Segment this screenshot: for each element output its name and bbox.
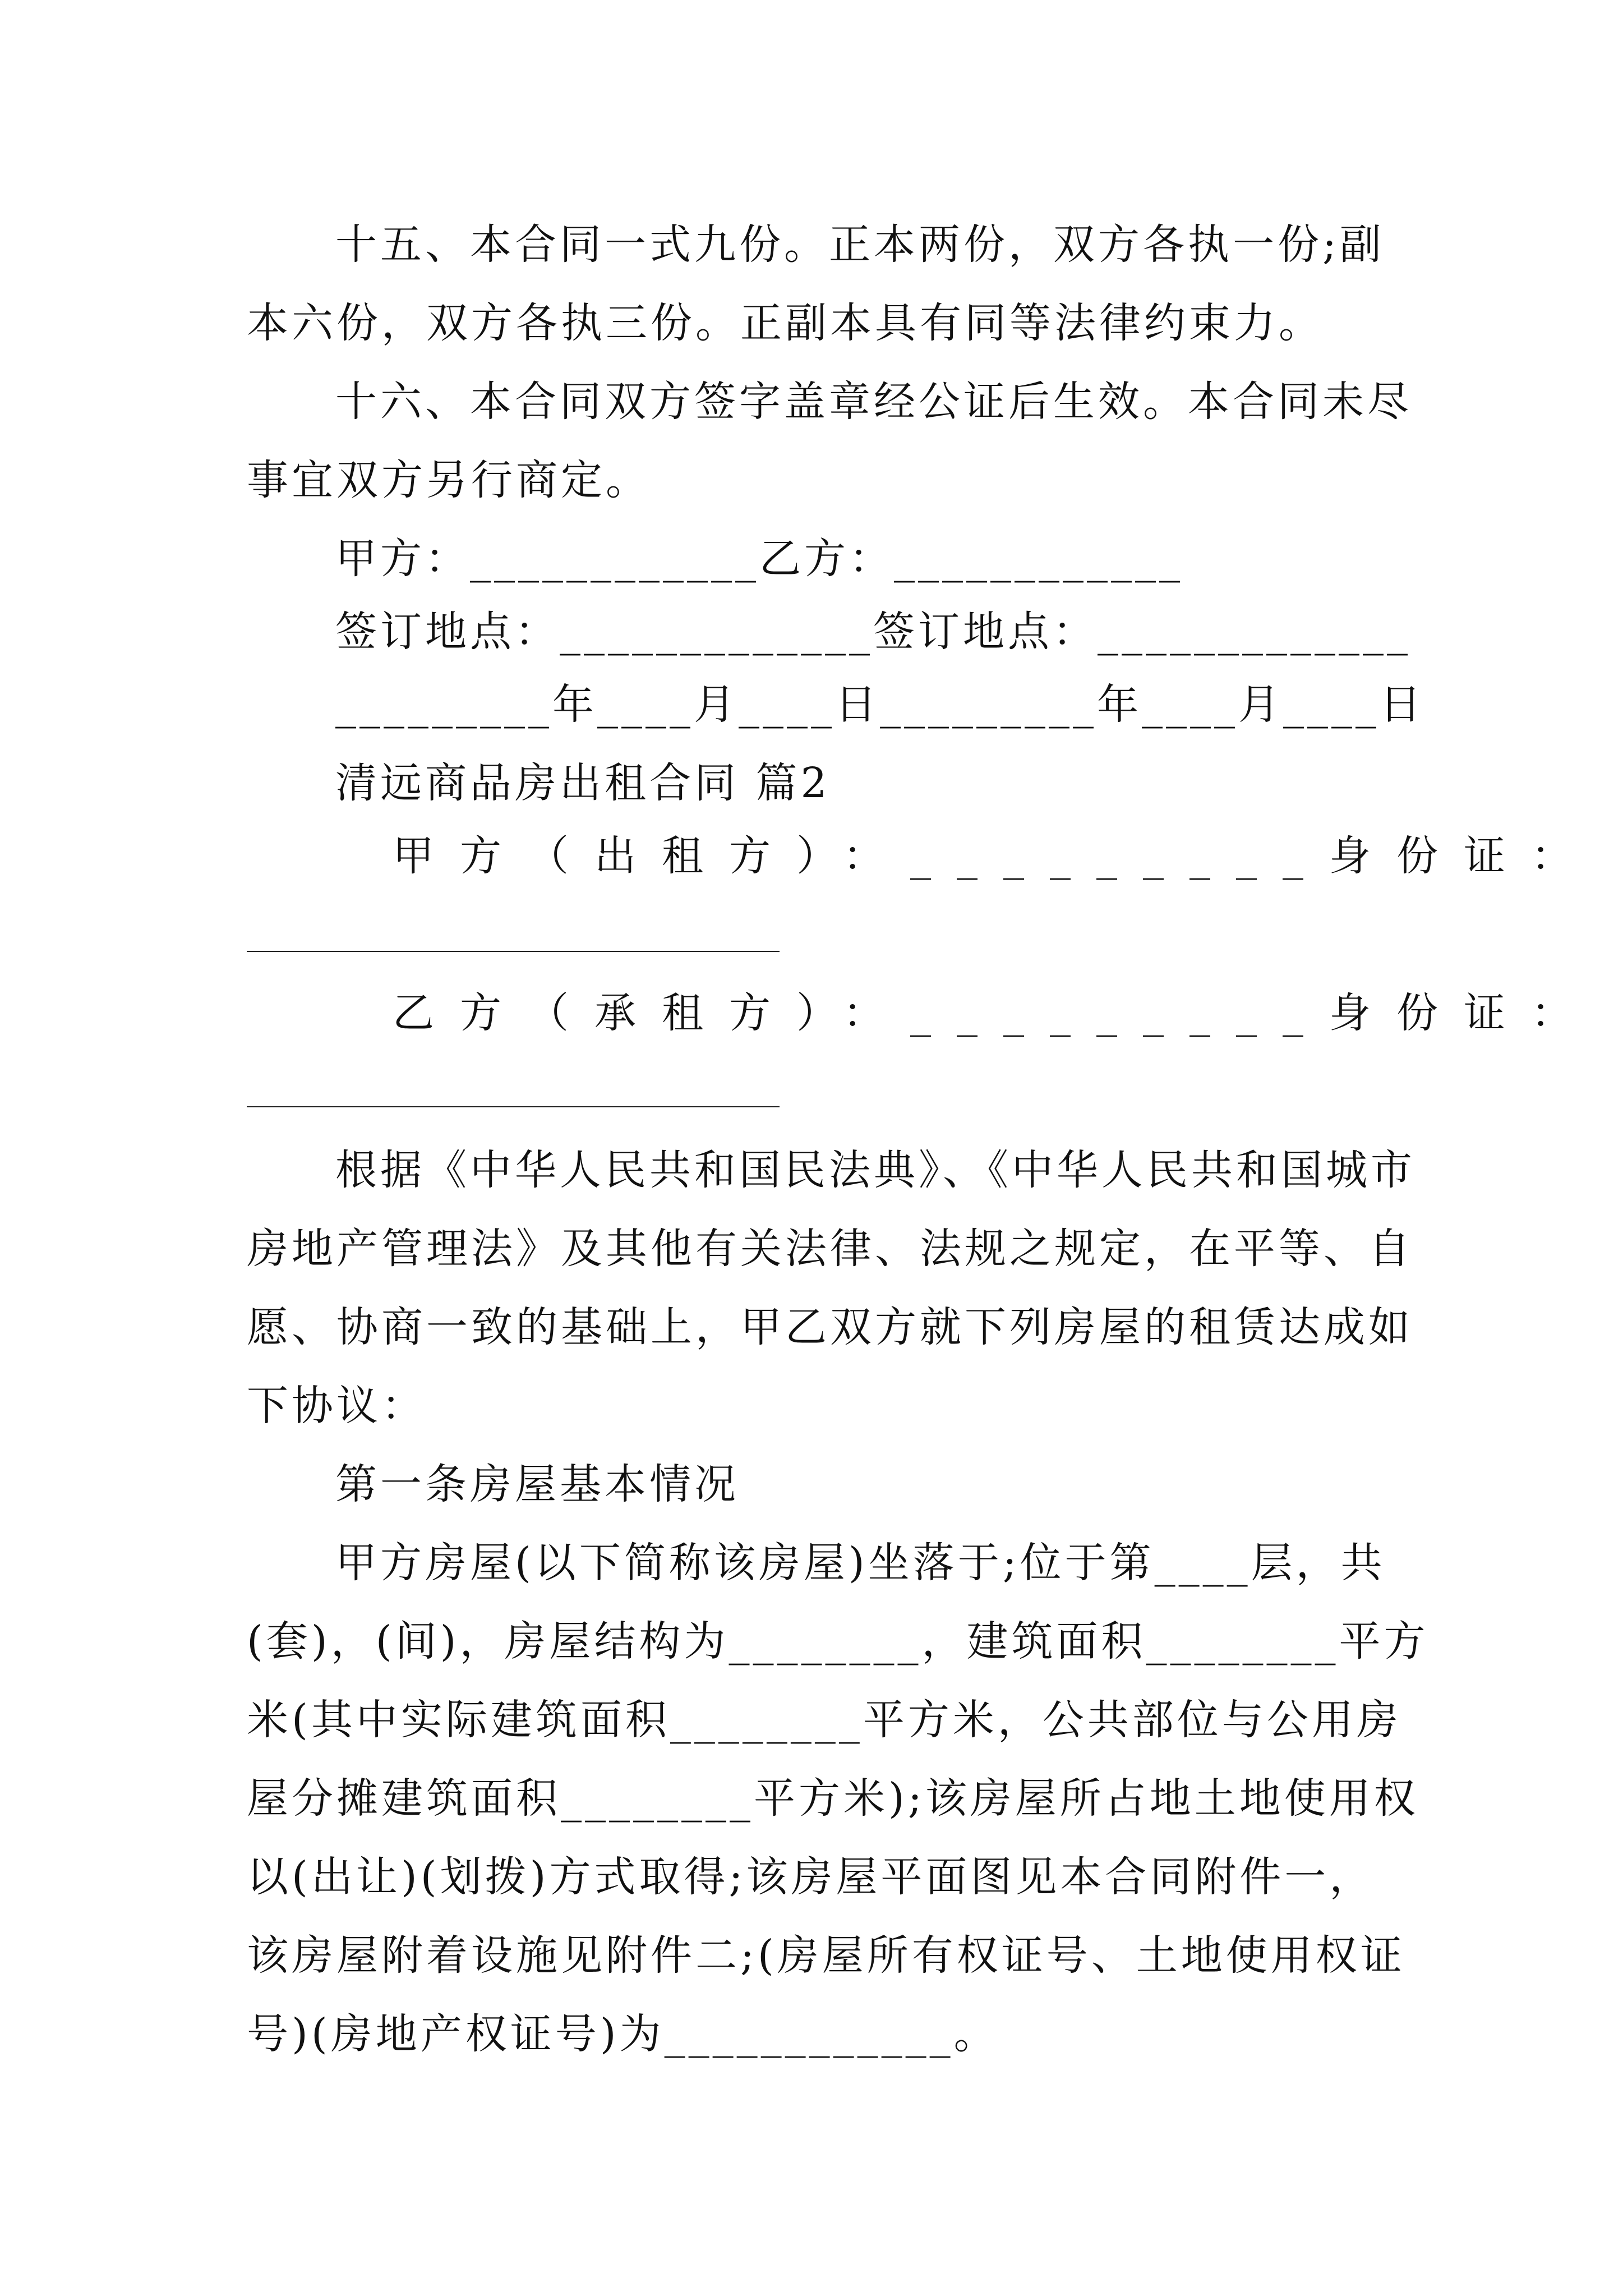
- preamble-line-3: 愿、协商一致的基础上，甲乙双方就下列房屋的租赁达成如: [247, 1303, 1413, 1351]
- clause-15-line-1: 十五、本合同一式九份。正本两份，双方各执一份;副: [335, 220, 1385, 269]
- signature-date-line: _________年____月____日_________年____月____日: [335, 680, 1424, 729]
- article-1-line-6: 该房屋附着设施见附件二;(房屋所有权证号、土地使用权证: [247, 1931, 1405, 1980]
- party-a-line: 甲方（出租方）：_________身份证：: [393, 832, 1598, 880]
- article-1-line-2: (套)，(间)，房屋结构为________，建筑面积________平方: [247, 1617, 1429, 1665]
- preamble-line-1: 根据《中华人民共和国民法典》、《中华人民共和国城市: [335, 1146, 1415, 1194]
- article-1-line-4: 屋分摊建筑面积________平方米);该房屋所占地土地使用权: [247, 1774, 1419, 1823]
- preamble-line-2: 房地产管理法》及其他有关法律、法规之规定，在平等、自: [247, 1225, 1413, 1273]
- clause-16-line-2: 事宜双方另行商定。: [247, 456, 651, 504]
- party-b-id-blank: [247, 1106, 780, 1107]
- preamble-line-4: 下协议：: [247, 1382, 426, 1430]
- party-b-line: 乙方（承租方）：_________身份证：: [393, 989, 1598, 1037]
- article-1-title: 第一条房屋基本情况: [335, 1460, 739, 1508]
- party-a-id-blank: [247, 951, 780, 952]
- article-1-line-7: 号)(房地产权证号)为____________。: [247, 2010, 999, 2058]
- article-1-line-3: 米(其中实际建筑面积________平方米，公共部位与公用房: [247, 1696, 1401, 1744]
- signature-parties-line: 甲方：____________乙方：____________: [335, 535, 1183, 583]
- clause-16-line-1: 十六、本合同双方签字盖章经公证后生效。本合同未尽: [335, 378, 1412, 426]
- section-title: 清远商品房出租合同 篇2: [335, 759, 831, 807]
- clause-15-line-2: 本六份，双方各执三份。正副本具有同等法律约束力。: [247, 299, 1324, 347]
- signature-place-line: 签订地点：_____________签订地点：_____________: [335, 608, 1411, 656]
- article-1-line-1: 甲方房屋(以下简称该房屋)坐落于;位于第____层，共: [335, 1539, 1386, 1587]
- article-1-line-5: 以(出让)(划拨)方式取得;该房屋平面图见本合同附件一，: [247, 1853, 1375, 1901]
